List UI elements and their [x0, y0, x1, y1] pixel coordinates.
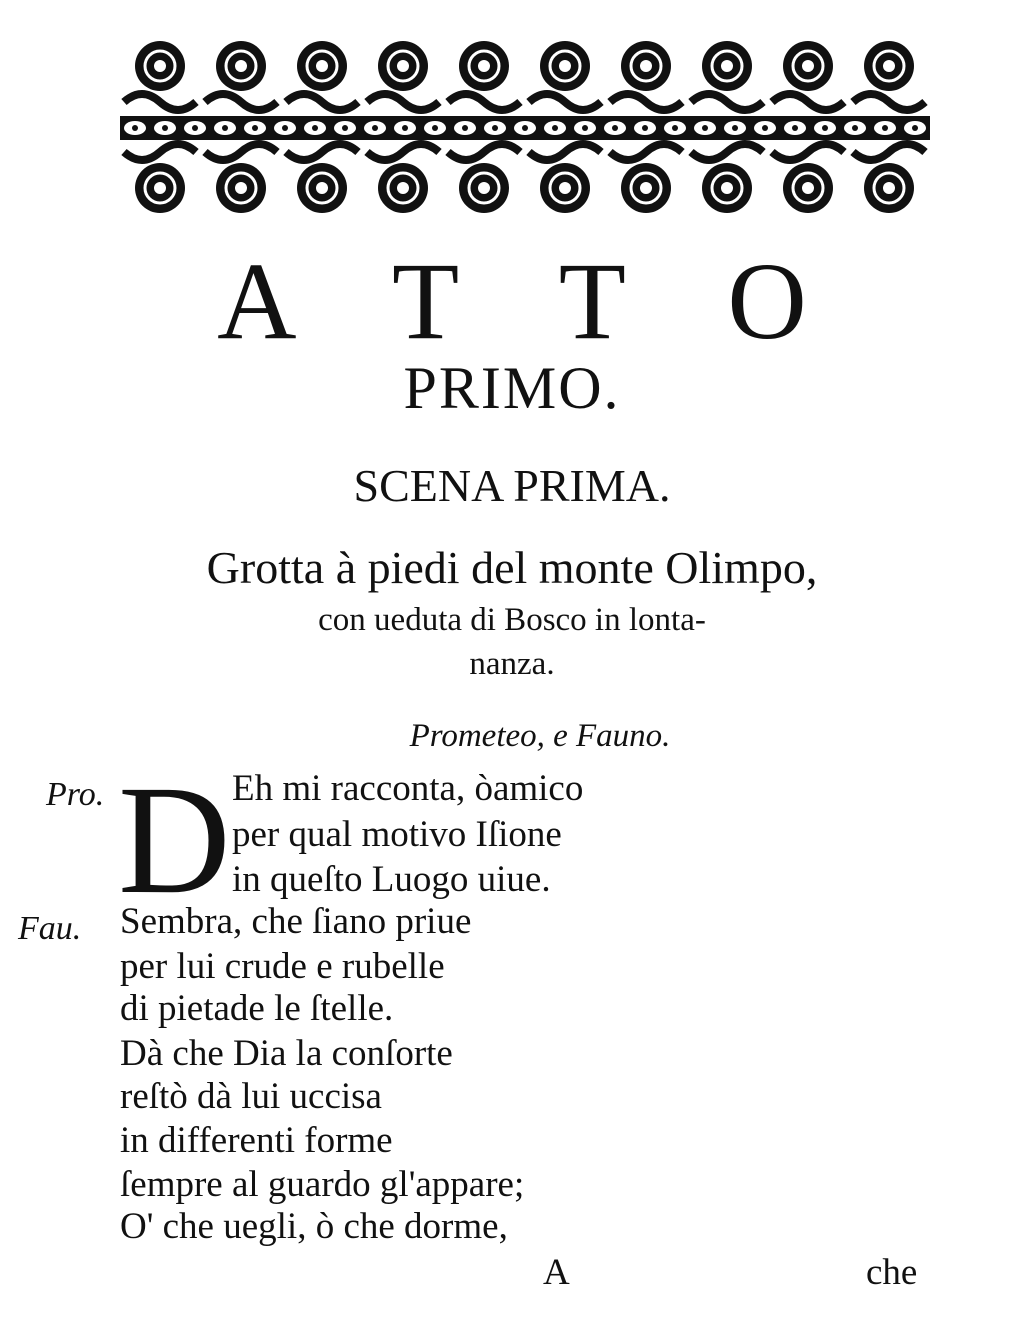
- leaf-scroll: [610, 94, 682, 110]
- flower-center: [559, 182, 571, 194]
- braid-dot: [852, 125, 858, 131]
- braid-dot: [312, 125, 318, 131]
- leaf-scroll: [529, 144, 601, 160]
- leaf-scroll: [610, 144, 682, 160]
- braid-dot: [912, 125, 918, 131]
- braid-dot: [882, 125, 888, 131]
- verse-line: O' che uegli, ò che dorme,: [120, 1206, 508, 1247]
- flower-center: [397, 182, 409, 194]
- braid-dot: [732, 125, 738, 131]
- flower-center: [235, 182, 247, 194]
- braid-dot: [792, 125, 798, 131]
- leaf-scroll: [448, 144, 520, 160]
- braid-dot: [552, 125, 558, 131]
- braid-dot: [522, 125, 528, 131]
- flower-center: [640, 182, 652, 194]
- verse-line: di pietade le ſtelle.: [120, 988, 394, 1029]
- flower-center: [316, 182, 328, 194]
- braid-dot: [192, 125, 198, 131]
- braid-dot: [702, 125, 708, 131]
- leaf-scroll: [529, 94, 601, 110]
- setting-line-1: Grotta à piedi del monte Olimpo,: [206, 542, 818, 593]
- flower-center: [640, 60, 652, 72]
- setting-line-3: nanza.: [469, 646, 555, 682]
- flower-center: [559, 60, 571, 72]
- flower-center: [154, 182, 166, 194]
- flower-center: [478, 182, 490, 194]
- braid-dot: [252, 125, 258, 131]
- verse-line: in differenti forme: [120, 1120, 393, 1161]
- braid-dot: [132, 125, 138, 131]
- leaf-scroll: [367, 94, 439, 110]
- leaf-scroll: [205, 94, 277, 110]
- flower-center: [235, 60, 247, 72]
- leaf-scroll: [124, 94, 196, 110]
- flower-center: [478, 60, 490, 72]
- flower-center: [721, 182, 733, 194]
- setting-line-2: con ueduta di Bosco in lonta-: [318, 602, 706, 638]
- braid-dot: [402, 125, 408, 131]
- decorative-ornament-band: [120, 28, 930, 226]
- leaf-scroll: [772, 144, 844, 160]
- flower-center: [883, 182, 895, 194]
- verse-line: per lui crude e rubelle: [120, 946, 445, 987]
- flower-center: [721, 60, 733, 72]
- characters-list: Prometeo, e Fauno.: [409, 718, 671, 754]
- braid-dot: [672, 125, 678, 131]
- flower-center: [802, 60, 814, 72]
- leaf-scroll: [853, 144, 925, 160]
- braid-dot: [162, 125, 168, 131]
- braid-dot: [612, 125, 618, 131]
- act-number: PRIMO.: [403, 355, 621, 421]
- braid-dot: [282, 125, 288, 131]
- act-title: A T T O: [217, 240, 845, 362]
- leaf-scroll: [286, 94, 358, 110]
- flower-center: [154, 60, 166, 72]
- verse-line: Eh mi racconta, òamico: [232, 768, 584, 809]
- catchword: che: [866, 1252, 918, 1293]
- drop-cap: D: [118, 753, 231, 926]
- braid-dot: [372, 125, 378, 131]
- leaf-scroll: [124, 144, 196, 160]
- leaf-scroll: [367, 144, 439, 160]
- verse-line: in queſto Luogo uiue.: [232, 859, 551, 900]
- flower-center: [397, 60, 409, 72]
- leaf-scroll: [772, 94, 844, 110]
- verse-line: reſtò dà lui uccisa: [120, 1076, 382, 1117]
- flower-center: [802, 182, 814, 194]
- flower-center: [316, 60, 328, 72]
- leaf-scroll: [286, 144, 358, 160]
- speaker-fau: Fau.: [18, 910, 82, 947]
- leaf-scroll: [691, 94, 763, 110]
- braid-dot: [432, 125, 438, 131]
- verse-line: Sembra, che ſiano priue: [120, 901, 472, 942]
- braid-dot: [222, 125, 228, 131]
- verse-line: ſempre al guardo gl'appare;: [120, 1164, 525, 1205]
- scene-title: SCENA PRIMA.: [353, 460, 671, 511]
- verse-line: Dà che Dia la conſorte: [120, 1033, 453, 1074]
- leaf-scroll: [853, 94, 925, 110]
- speaker-pro: Pro.: [46, 776, 105, 813]
- leaf-scroll: [448, 94, 520, 110]
- braid-dot: [762, 125, 768, 131]
- flower-center: [883, 60, 895, 72]
- leaf-scroll: [205, 144, 277, 160]
- braid-dot: [822, 125, 828, 131]
- verse-line: per qual motivo Iſione: [232, 814, 562, 855]
- signature-mark: A: [543, 1252, 570, 1293]
- braid-dot: [642, 125, 648, 131]
- braid-dot: [582, 125, 588, 131]
- braid-dot: [462, 125, 468, 131]
- braid-dot: [342, 125, 348, 131]
- leaf-scroll: [691, 144, 763, 160]
- braid-dot: [492, 125, 498, 131]
